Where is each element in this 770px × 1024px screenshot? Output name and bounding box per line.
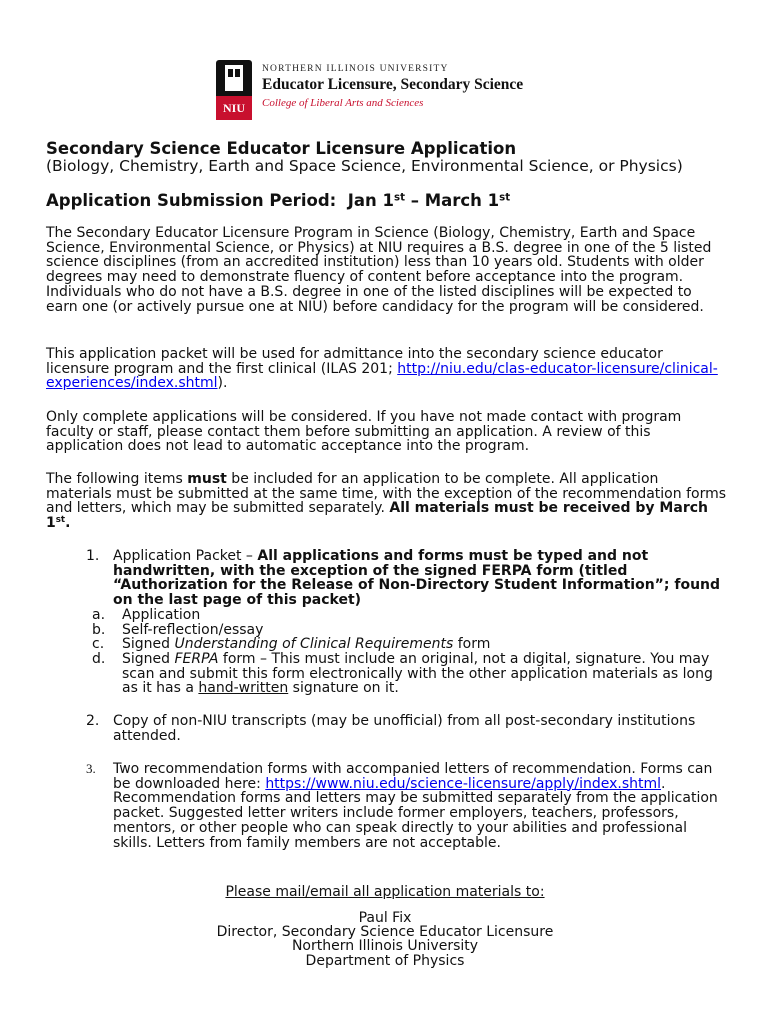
req-text-b: be included for an application to be complete. All application materials must be submitted at the same time, with the exception of the recommendation forms and letters, which may be submitted separately. <box>46 471 727 517</box>
sub-pre: Signed <box>122 650 175 667</box>
sub-pre: Signed <box>122 636 175 653</box>
sub-end: signature on it. <box>288 680 399 697</box>
sub-letter: b. <box>92 621 106 638</box>
program-name: Educator Licensure, Secondary Science <box>262 76 524 93</box>
sub-letter: d. <box>92 650 106 667</box>
sub-text <box>122 652 726 696</box>
contact-university: Northern Illinois University <box>291 938 479 955</box>
req-must: must <box>187 471 227 487</box>
req-deadline-end: . <box>65 515 71 532</box>
logo-text: NIU <box>216 96 252 120</box>
item-lead: Application Packet – <box>113 548 258 564</box>
clinical-experiences-link[interactable]: http://niu.edu/clas-educator-licensure/clinical-experiences/index.shtml <box>46 360 718 392</box>
page-title: Secondary Science Educator Licensure Application <box>46 139 517 158</box>
university-name: NORTHERN ILLINOIS UNIVERSITY <box>262 64 449 74</box>
contact-name: Paul Fix <box>358 910 412 926</box>
sub-underline: hand-written <box>198 680 289 697</box>
sub-letter: c. <box>92 636 105 653</box>
sub-post: form – This must include an original, not a digital, signature. You may scan and submit this form electronically with the other application materials as long as it has a <box>122 650 713 697</box>
list-item <box>86 549 726 696</box>
mail-heading <box>0 885 770 899</box>
period-start-sup: st <box>393 192 405 204</box>
req-deadline-sup: st <box>55 515 66 526</box>
period-end: March 1 <box>424 191 500 210</box>
contact-title: Director, Secondary Science Educator Licensure <box>216 924 554 941</box>
mail-heading-text: Please mail/email all application materials to: <box>225 884 545 900</box>
sub-item <box>92 621 726 638</box>
sub-item <box>92 636 726 653</box>
sub-post: form <box>453 636 491 653</box>
item-text: Copy of non-NIU transcripts (may be unofficial) from all post-secondary institutions attended. <box>113 713 696 744</box>
item-number: 1. <box>86 548 100 564</box>
letterhead <box>216 60 576 122</box>
sub-text <box>122 637 726 652</box>
complete-applications-paragraph: Only complete applications will be considered. If you have not made contact with program faculty or staff, please contact them before submitting an application. A review of this application does not lead to automatic acceptance into the program. <box>46 409 682 455</box>
sub-letter: a. <box>92 606 106 623</box>
submission-period <box>46 191 510 210</box>
item-number: 2. <box>86 713 100 729</box>
contact-department: Department of Physics <box>305 952 465 969</box>
item-number: 3. <box>86 761 96 776</box>
packet-paragraph <box>46 347 726 391</box>
sub-italic: FERPA <box>174 650 219 667</box>
niu-logo <box>216 60 252 120</box>
sub-italic: Understanding of Clinical Requirements <box>174 636 454 653</box>
req-text-a: The following items <box>46 471 188 487</box>
list-item <box>86 714 726 743</box>
item-post: . Recommendation forms and letters may be submitted separately from the application packet. Suggested letter writers include former employers, teachers, professors, mentors, or other people who can speak directly to your abilities and professional skills. Letters from family members are not acceptable. <box>113 775 718 851</box>
sub-text: Application <box>122 606 201 623</box>
item-bold-note: All applications and forms must be typed and not handwritten, with the exception of the signed FERPA form (titled “Authorization for the Release of Non-Directory Student Information”; found on the last page of this packet) <box>113 548 721 609</box>
page-subtitle: (Biology, Chemistry, Earth and Space Science, Environmental Science, or Physics) <box>46 157 683 175</box>
recommendation-forms-link[interactable]: https://www.niu.edu/science-licensure/apply/index.shtml <box>265 775 662 792</box>
sub-item <box>92 606 726 623</box>
requirements-paragraph <box>46 472 726 531</box>
mailing-address <box>0 911 770 968</box>
period-end-sup: st <box>499 192 511 204</box>
list-item <box>86 762 726 850</box>
sub-text: Self-reflection/essay <box>122 621 264 638</box>
item-body <box>113 762 726 850</box>
sub-item <box>92 650 726 697</box>
period-start: Jan 1 <box>347 191 394 210</box>
req-deadline-text: All materials must be received by March 1 <box>46 500 708 532</box>
college-name: College of Liberal Arts and Sciences <box>262 97 424 109</box>
tower-icon <box>225 65 243 91</box>
period-label: Application Submission Period: <box>46 191 337 210</box>
period-dash: – <box>410 191 419 210</box>
packet-text-end: ). <box>217 375 228 392</box>
item-pre: Two recommendation forms with accompanied letters of recommendation. Forms can be downloaded here: <box>113 761 713 792</box>
intro-paragraph: The Secondary Educator Licensure Program in Science (Biology, Chemistry, Earth and Space Science, Environmental Science, or Physics) at NIU requires a B.S. degree in one of the 5 listed science disciplines (from an accredited institution) less than 10 years old. Students with older degrees may need to demonstrate fluency of content before acceptance into the program. Individuals who do not have a B.S. degree in one of the listed disciplines will be expected to earn one (or actively pursue one at NIU) before candidacy for the program will be considered. <box>46 225 712 315</box>
packet-text: This application packet will be used for admittance into the secondary science educator licensure program and the first clinical (ILAS 201; <box>46 346 663 377</box>
